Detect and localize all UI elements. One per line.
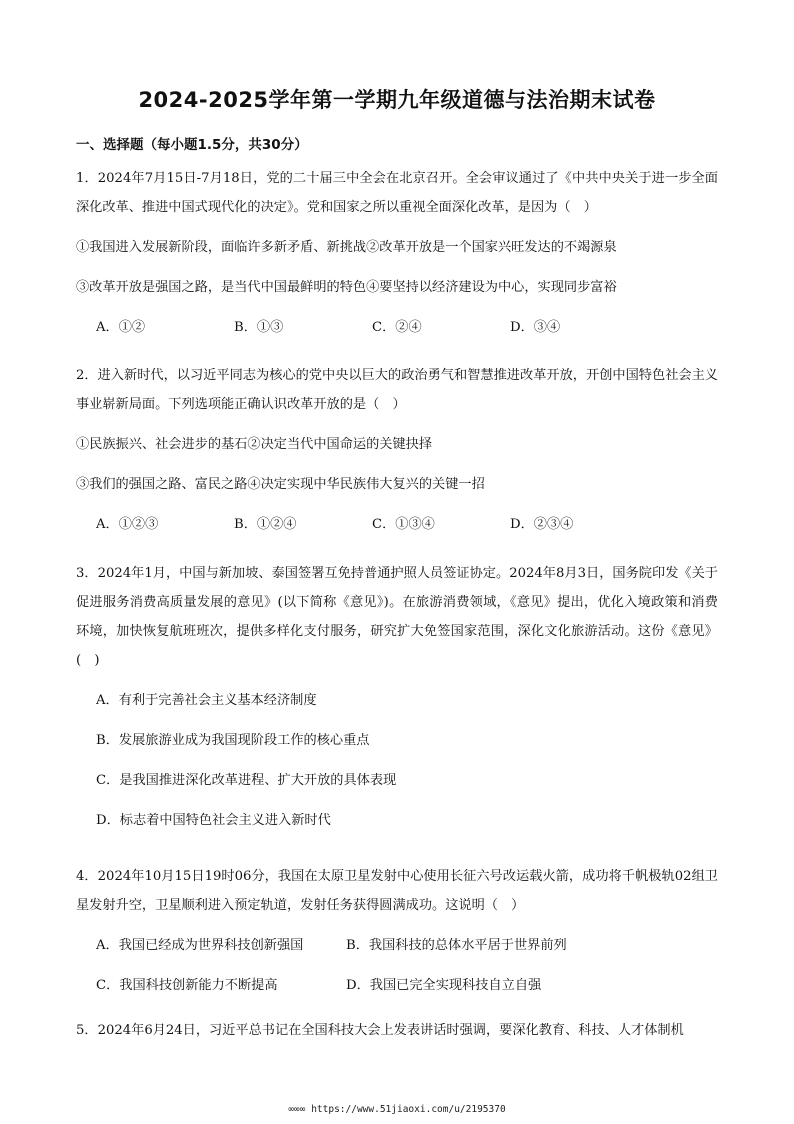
option-d[interactable]: D．②③④ bbox=[510, 517, 574, 532]
options-row bbox=[76, 971, 718, 1000]
option-b[interactable]: B．①②④ bbox=[234, 517, 297, 532]
question-stem: 5．2024年6月24日，习近平总书记在全国科技大会上发表讲话时强调，要深化教育、科技、人才体制机 bbox=[76, 1023, 684, 1038]
option-b[interactable]: B．①③ bbox=[234, 320, 284, 335]
question-stem: 4．2024年10月15日19时06分，我国在太原卫星发射中心使用长征六号改运载火箭，成功将千帆极轨02组卫星发射升空，卫星顺利进入预定轨道，发射任务获得圆满成功。这说明（ ） bbox=[76, 869, 718, 913]
option-a[interactable]: A．①② bbox=[96, 320, 146, 335]
option-a[interactable]: A．我国已经成为世界科技创新强国 bbox=[96, 938, 304, 953]
question-stem: 2．进入新时代，以习近平同志为核心的党中央以巨大的政治勇气和智慧推进改革开放，开创中国特色社会主义事业崭新局面。下列选项能正确认识改革开放的是（ ） bbox=[76, 368, 718, 412]
question-stem: 1．2024年7月15日-7月18日，党的二十届三中全会在北京召开。全会审议通过了《中共中央关于进一步全面深化改革、推进中国式现代化的决定》。党和国家之所以重视全面深化改革，是因为（ ） bbox=[76, 171, 718, 215]
option-d[interactable]: D．我国已完全实现科技自立自强 bbox=[346, 978, 542, 993]
footer-watermark: ∞∞∞ https://www.51jiaoxi.com/u/2195370 bbox=[288, 1104, 506, 1115]
options-row bbox=[76, 313, 718, 342]
option-a[interactable]: A．①②③ bbox=[96, 517, 159, 532]
option-c[interactable]: C．我国科技创新能力不断提高 bbox=[96, 978, 278, 993]
option-c[interactable]: C．①③④ bbox=[372, 517, 435, 532]
question-1 bbox=[76, 164, 718, 342]
options-row bbox=[76, 931, 718, 960]
question-4 bbox=[76, 862, 718, 1000]
question-5 bbox=[76, 1016, 718, 1045]
option-b[interactable]: B．我国科技的总体水平居于世界前列 bbox=[346, 938, 567, 953]
section-heading: 一、选择题（每小题1.5分，共30分） bbox=[76, 137, 308, 153]
option-d[interactable]: D．③④ bbox=[510, 320, 561, 335]
question-3 bbox=[76, 559, 718, 835]
option-b[interactable]: B．发展旅游业成为我国现阶段工作的核心重点 bbox=[96, 733, 370, 748]
option-a[interactable]: A．有利于完善社会主义基本经济制度 bbox=[96, 693, 317, 708]
question-2 bbox=[76, 361, 718, 539]
statement-line: ③改革开放是强国之路，是当代中国最鲜明的特色④要坚持以经济建设为中心，实现同步富裕 bbox=[76, 280, 617, 295]
statement-line: ①民族振兴、社会进步的基石②决定当代中国命运的关键抉择 bbox=[76, 437, 433, 452]
option-d[interactable]: D．标志着中国特色社会主义进入新时代 bbox=[96, 813, 331, 828]
option-c[interactable]: C．是我国推进深化改革进程、扩大开放的具体表现 bbox=[96, 773, 397, 788]
question-stem: 3．2024年1月，中国与新加坡、泰国签署互免持普通护照人员签证协定。2024年8月3日，国务院印发《关于促进服务消费高质量发展的意见》(以下简称《意见》)。在旅游消费领域，《意见》提出，优化入境政策和消费环境，加快恢复航班班次，提供多样化支付服务，研究扩大免签国家范围，深化文化旅游活动。这份《意见》( ) bbox=[76, 566, 718, 668]
options-row bbox=[76, 510, 718, 539]
page-title: 2024-2025学年第一学期九年级道德与法治期末试卷 bbox=[138, 88, 656, 112]
statement-line: ①我国进入发展新阶段，面临许多新矛盾、新挑战②改革开放是一个国家兴旺发达的不竭源泉 bbox=[76, 240, 617, 255]
statement-line: ③我们的强国之路、富民之路④决定实现中华民族伟大复兴的关键一招 bbox=[76, 477, 485, 492]
option-c[interactable]: C．②④ bbox=[372, 320, 422, 335]
